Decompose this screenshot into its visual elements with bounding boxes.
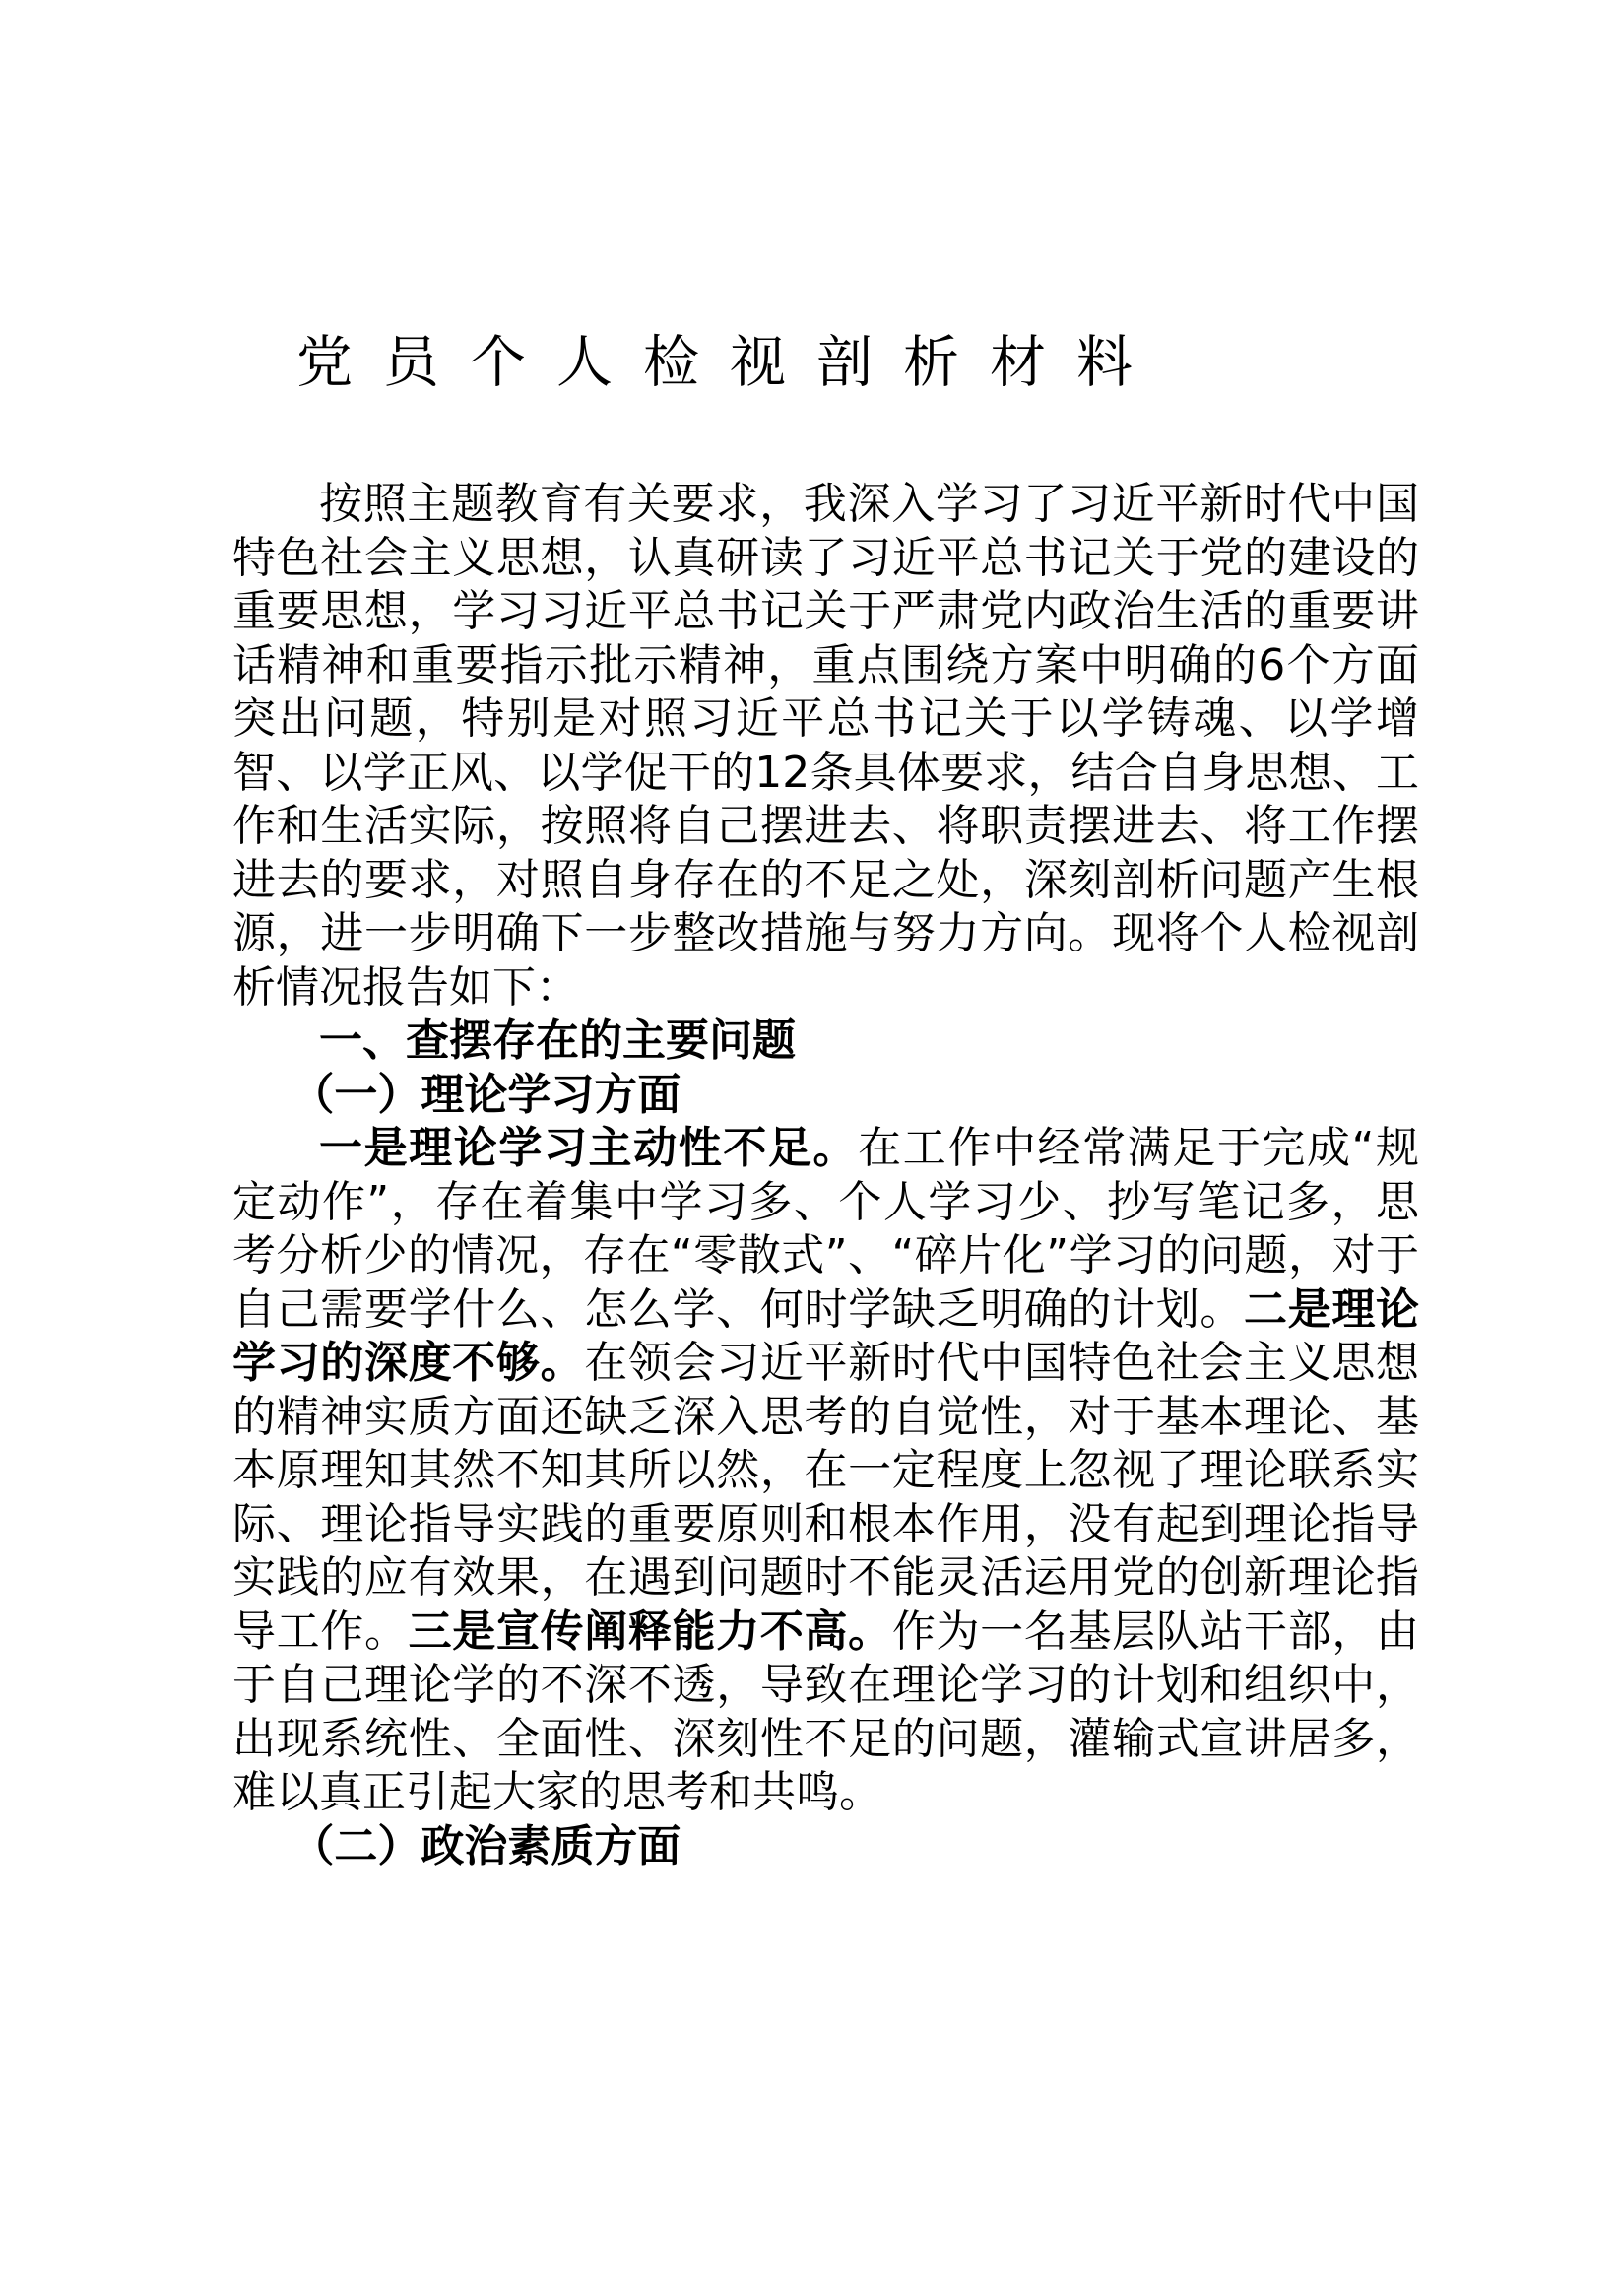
document-body (232, 478, 1419, 1873)
problem-3-lead: 三是宣传阐释能力不高。 (408, 1606, 892, 1657)
problem-2-lead: 二是理论学习的深度不够。 (232, 1283, 1420, 1388)
problem-1-lead: 一是理论学习主动性不足。 (319, 1123, 859, 1173)
theory-study-paragraph (232, 1122, 1419, 1820)
document-title: 党员个人检视剖析材料 (296, 330, 1163, 395)
problem-3-text: 作为一名基层队站干部，由于自己理论学的不深不透，导致在理论学习的计划和组织中，出现系统性、全面性、深刻性不足的问题，灌输式宣讲居多，难以真正引起大家的思考和共鸣。 (232, 1606, 1420, 1817)
subsection-heading-political-quality: （二）政治素质方面 (291, 1820, 681, 1871)
subsection-heading-theory-study: （一）理论学习方面 (291, 1069, 681, 1120)
section-heading-main-problems: 一、查摆存在的主要问题 (319, 1016, 796, 1066)
intro-paragraph: 按照主题教育有关要求，我深入学习了习近平新时代中国特色社会主义思想，认真研读了习近平总书记关于党的建设的重要思想，学习习近平总书记关于严肃党内政治生活的重要讲话精神和重要指示批示精神，重点围绕方案中明确的6个方面突出问题，特别是对照习近平总书记关于以学铸魂、以学增智、以学正风、以学促干的12条具体要求，结合自身思想、工作和生活实际，按照将自己摆进去、将职责摆进去、将工作摆进去的要求，对照自身存在的不足之处，深刻剖析问题产生根源，进一步明确下一步整改措施与努力方向。现将个人检视剖析情况报告如下： (232, 479, 1419, 1013)
problem-1-text: 在工作中经常满足于完成“规定动作”，存在着集中学习多、个人学习少、抄写笔记多，思考分析少的情况，存在“零散式”、“碎片化”学习的问题，对于自己需要学什么、怎么学、何时学缺乏明确的计划。 (232, 1123, 1420, 1335)
problem-2-text: 在领会习近平新时代中国特色社会主义思想的精神实质方面还缺乏深入思考的自觉性，对于基本理论、基本原理知其然不知其所以然，在一定程度上忽视了理论联系实际、理论指导实践的重要原则和根本作用，没有起到理论指导实践的应有效果，在遇到问题时不能灵活运用党的创新理论指导工作。 (232, 1338, 1420, 1657)
